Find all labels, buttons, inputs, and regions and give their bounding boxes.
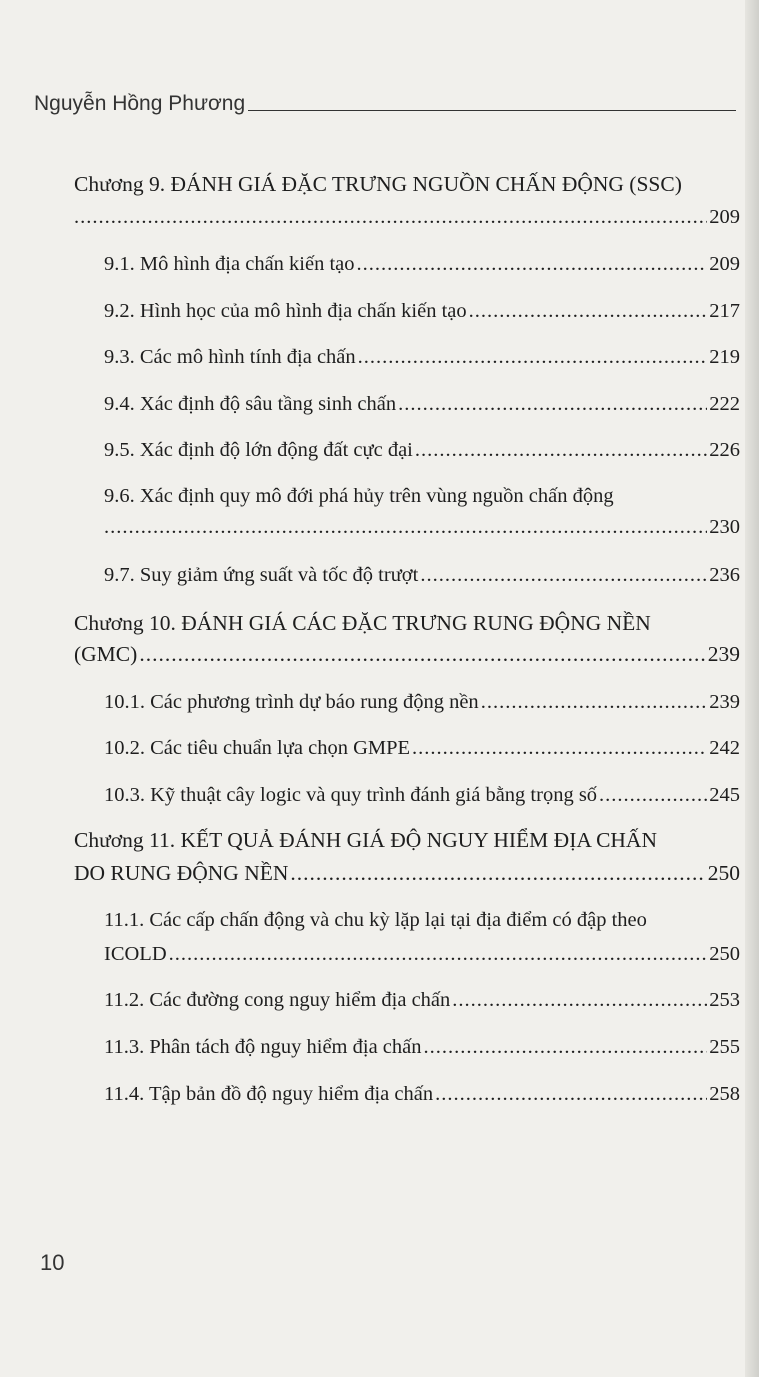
toc-page-number: 245 bbox=[709, 784, 740, 806]
toc-chapter-10-leader: (GMC) ..... 239 bbox=[74, 642, 740, 668]
toc-page-number: 222 bbox=[709, 393, 740, 415]
toc-page-number: 230 bbox=[709, 516, 740, 538]
toc-page-number: 258 bbox=[709, 1083, 740, 1105]
toc-entry-9-5: 9.5. Xác định độ lớn động đất cực đại ..... 226 bbox=[104, 438, 740, 463]
toc-entry-9-1: 9.1. Mô hình địa chấn kiến tạo ..... 209 bbox=[104, 252, 740, 277]
header-rule bbox=[248, 110, 736, 111]
toc-entry-11-2: 11.2. Các đường cong nguy hiểm địa chấn ..... 253 bbox=[104, 988, 740, 1013]
toc-page-number: 255 bbox=[709, 1036, 740, 1058]
toc-page-number: 219 bbox=[709, 346, 740, 368]
toc-chapter-10-title: Chương 10. ĐÁNH GIÁ CÁC ĐẶC TRƯNG RUNG ĐỘNG NỀN bbox=[74, 611, 651, 635]
toc-chapter-9-leader bbox=[74, 205, 740, 230]
toc-entry-9-6-leader bbox=[104, 515, 740, 540]
toc-entry-10-2: 10.2. Các tiêu chuẩn lựa chọn GMPE ..... 242 bbox=[104, 736, 740, 761]
toc-page-number: 239 bbox=[709, 691, 740, 713]
toc-entry-10-1: 10.1. Các phương trình dự báo rung động nền ..... 239 bbox=[104, 690, 740, 715]
toc-entry-11-4: 11.4. Tập bản đồ độ nguy hiểm địa chấn ..... 258 bbox=[104, 1082, 740, 1107]
header-author: Nguyễn Hồng Phương bbox=[34, 92, 246, 115]
toc-chapter-11-title: Chương 11. KẾT QUẢ ĐÁNH GIÁ ĐỘ NGUY HIỂM ĐỊA CHẤN bbox=[74, 828, 657, 852]
toc-entry-9-4: 9.4. Xác định độ sâu tầng sinh chấn ..... 222 bbox=[104, 392, 740, 417]
toc-page-number: 242 bbox=[709, 737, 740, 759]
toc-page-number: 226 bbox=[709, 439, 740, 461]
toc-page-number: 250 bbox=[709, 943, 740, 965]
toc-entry-9-6-title: 9.6. Xác định quy mô đới phá hủy trên vùng nguồn chấn động bbox=[104, 485, 614, 507]
toc-entry-11-1-title: 11.1. Các cấp chấn động và chu kỳ lặp lại tại địa điểm có đập theo bbox=[104, 909, 647, 931]
toc-chapter-11-leader: DO RUNG ĐỘNG NỀN ..... 250 bbox=[74, 861, 740, 887]
toc-entry-11-3: 11.3. Phân tách độ nguy hiểm địa chấn ..... 255 bbox=[104, 1035, 740, 1060]
toc-chapter-9-title: Chương 9. ĐÁNH GIÁ ĐẶC TRƯNG NGUỒN CHẤN ĐỘNG (SSC) bbox=[74, 172, 682, 196]
toc-page-number: 217 bbox=[709, 300, 740, 322]
toc-page-number: 209 bbox=[709, 206, 740, 228]
toc-entry-10-3: 10.3. Kỹ thuật cây logic và quy trình đánh giá bằng trọng số ..... 245 bbox=[104, 783, 740, 808]
toc-entry-9-3: 9.3. Các mô hình tính địa chấn ..... 219 bbox=[104, 345, 740, 370]
page-edge bbox=[745, 0, 759, 1377]
toc-page-number: 209 bbox=[709, 253, 740, 275]
page-number: 10 bbox=[40, 1250, 65, 1275]
toc-entry-9-7: 9.7. Suy giảm ứng suất và tốc độ trượt ..... 236 bbox=[104, 563, 740, 588]
toc-page-number: 239 bbox=[707, 642, 740, 666]
toc-page-number: 250 bbox=[707, 861, 740, 885]
toc-page-number: 253 bbox=[709, 989, 740, 1011]
toc-entry-9-2: 9.2. Hình học của mô hình địa chấn kiến tạo ..... 217 bbox=[104, 299, 740, 324]
toc-page-number: 236 bbox=[709, 564, 740, 586]
toc-entry-11-1-leader: ICOLD ..... 250 bbox=[104, 942, 740, 967]
running-header bbox=[34, 84, 736, 114]
